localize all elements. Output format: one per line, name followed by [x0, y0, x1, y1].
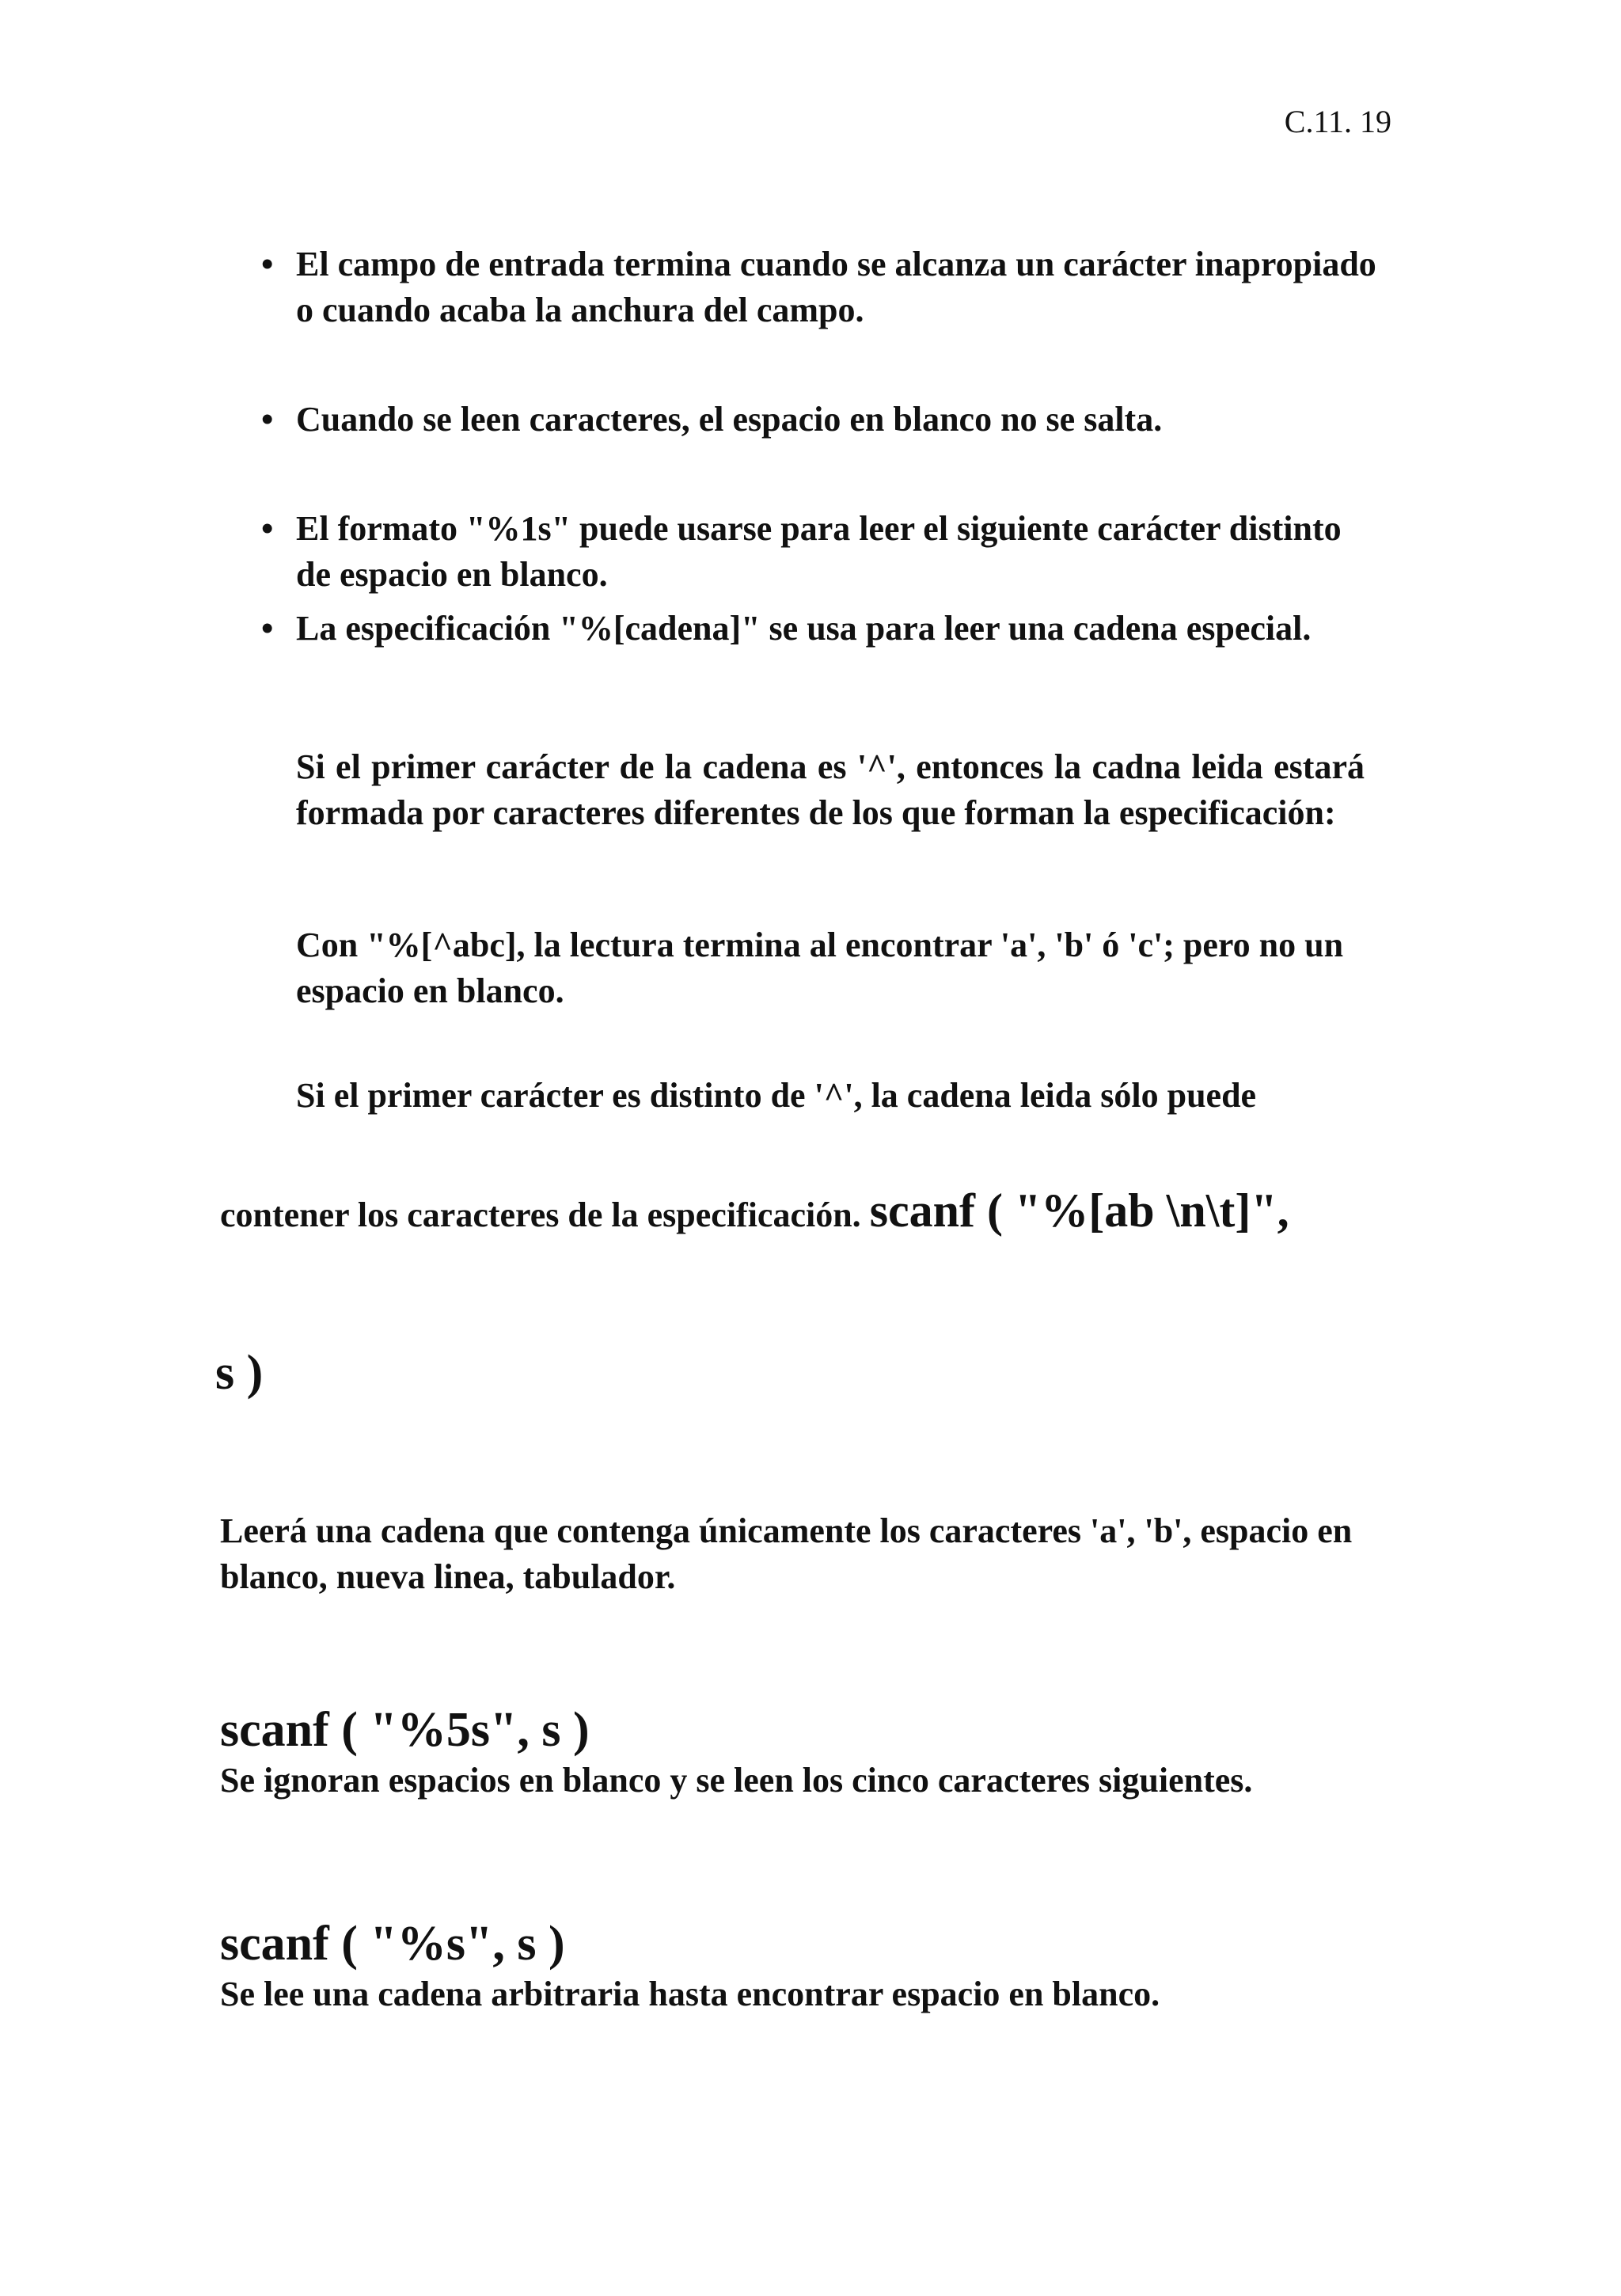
- scanf-5s-code: scanf ( "%5s", s ): [220, 1703, 590, 1757]
- scanf-example-description: Leerá una cadena que contenga únicamente los caracteres 'a', 'b', espacio en blanco, nueva linea, tabulador.: [220, 1511, 1353, 1596]
- scanf-example-code-start: scanf ( "%[ab \n\t]",: [869, 1184, 1289, 1237]
- bullet-dot: •: [261, 400, 274, 439]
- scanf-s-description: Se lee una cadena arbitraria hasta encontrar espacio en blanco.: [220, 1975, 1160, 2013]
- scanf-5s-description: Se ignoran espacios en blanco y se leen los cinco caracteres siguientes.: [220, 1761, 1253, 1800]
- bullet-item: [255, 397, 1379, 443]
- scanf-example-code-end: s ): [215, 1346, 264, 1400]
- bullet-item: [255, 506, 1379, 598]
- bullet-text: El formato "%1s" puede usarse para leer el siguiente carácter distinto de espacio en blanco.: [296, 509, 1342, 594]
- bullet-text: Cuando se leen caracteres, el espacio en blanco no se salta.: [296, 400, 1163, 439]
- bullet-dot: •: [261, 245, 274, 283]
- bullet-dot: •: [261, 509, 274, 548]
- non-caret-rule-paragraph: Si el primer carácter es distinto de '^', la cadena leida sólo puede: [296, 1076, 1257, 1115]
- bullet-dot: •: [261, 609, 274, 648]
- bullet-item: [255, 606, 1379, 652]
- non-caret-rule-cont-text: contener los caracteres de la especificación.: [220, 1196, 861, 1234]
- non-caret-rule-continuation: [220, 1184, 1407, 1238]
- bullet-text: La especificación "%[cadena]" se usa para leer una cadena especial.: [296, 609, 1312, 648]
- bullet-list: [255, 241, 1379, 652]
- caret-rule-paragraph: Si el primer carácter de la cadena es '^', entonces la cadna leida estará formada por caracteres diferentes de los que forman la especificación:: [296, 747, 1365, 832]
- caret-example-paragraph: Con "%[^abc], la lectura termina al encontrar 'a', 'b' ó 'c'; pero no un espacio en blanco.: [296, 926, 1344, 1010]
- page-number: C.11. 19: [1284, 104, 1391, 139]
- bullet-item: [255, 241, 1379, 333]
- scanf-s-code: scanf ( "%s", s ): [220, 1917, 565, 1971]
- bullet-text: El campo de entrada termina cuando se alcanza un carácter inapropiado o cuando acaba la anchura del campo.: [296, 245, 1376, 329]
